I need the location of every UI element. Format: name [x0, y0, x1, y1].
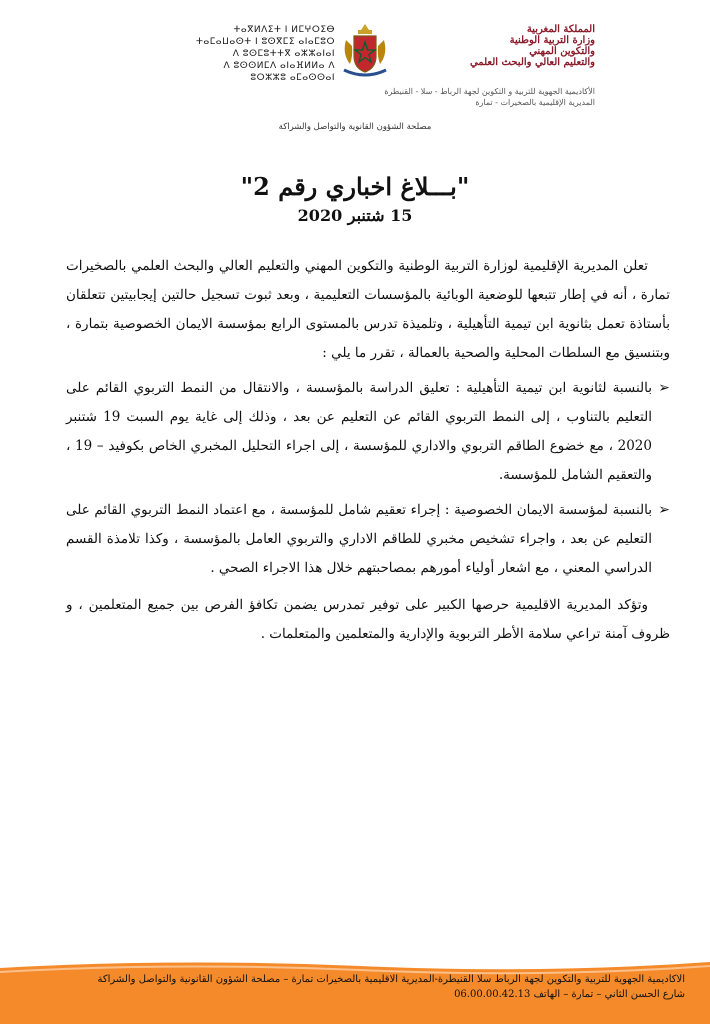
- tifinagh-line: ⵜⴰⴳⵍⴷⵉⵜ ⵏ ⵍⵎⵖⵔⵉⴱ: [233, 25, 335, 35]
- intro-paragraph: تعلن المديرية الإقليمية لوزارة التربية الوطنية والتكوين المهني والتعليم العالي والبحث العلمي بالصخيرات تمارة ، أنه في إطار تتبعها للوضعية الوبائية بالمؤسسات التعليمية ، وبعد ثبوت تسجيل حالتين إيجابيتين تتعلقان بأستاذة تعمل بثانوية ابن تيمية التأهيلية ، وتلميذة تدرس بالمستوى الرابع بمؤسسة الايمان الخصوصية بتمارة ، وبتنسيق مع السلطات المحلية والصحية بالعمالة ، تقرر ما يلي :: [66, 258, 670, 361]
- moroccan-coat-of-arms-icon: [336, 20, 394, 82]
- ministry-line: والتكوين المهني: [529, 46, 595, 57]
- tifinagh-ministry-name: [185, 24, 335, 84]
- ministry-line: المملكة المغربية: [526, 24, 595, 35]
- arrow-bullet-icon: ➢: [658, 502, 670, 518]
- academy-line: الأكاديمية الجهوية للتربية و التكوين لجهة الرباط - سلا - القنيطرة: [384, 87, 595, 96]
- bullet-text: بالنسبة لمؤسسة الايمان الخصوصية : إجراء تعقيم شامل للمؤسسة ، مع اعتماد النمط التربوي القائم على التعليم عن بعد ، واجراء تشخيص مخبري للطاقم الاداري والتربوي العامل بالمؤسسة ، وكذا تلامذة القسم الدراسي المعني ، مع اشعار أولياء أمورهم بمصاحبتهم خلال هذا الاجراء الصحي .: [66, 502, 652, 576]
- academy-block: [185, 86, 595, 108]
- footer-address-line: الاكاديمية الجهوية للتربية والتكوين لجهة الرباط سلا القنيطرة-المديرية الاقليمية بالصخيرات تمارة – مصلحة الشؤون القانونية والتواصل والشراكة: [97, 974, 685, 985]
- bullet-item: [66, 374, 670, 490]
- footer-contact-line: شارع الحسن الثاني – تمارة – الهاتف 06.00.00.42.13: [454, 989, 685, 1000]
- arabic-ministry-name: [395, 24, 595, 68]
- letterhead: [0, 18, 710, 118]
- footer-text: [20, 972, 685, 1002]
- service-line: مصلحة الشؤون القانوية والتواصل والشراكة: [278, 122, 432, 132]
- ministry-line: وزارة التربية الوطنية: [509, 35, 595, 46]
- bullet-item: [66, 496, 670, 583]
- bullet-text: بالنسبة لثانوية ابن تيمية التأهيلية : تعليق الدراسة بالمؤسسة ، والانتقال من النمط التربوي القائم على التعليم بالتناوب ، إلى النمط التربوي القائم عن التعليم عن بعد ، وذلك إلى غاية يوم السبت 19 شتنبر 2020 ، مع خضوع الطاقم التربوي والاداري للمؤسسة ، إلى اجراء التحليل المخبري الخاص بكوفيد – 19 ، والتعقيم الشامل للمؤسسة.: [66, 380, 652, 483]
- ministry-line: والتعليم العالي والبحث العلمي: [469, 57, 595, 68]
- arrow-bullet-icon: ➢: [658, 380, 670, 396]
- document-date: 15 شتنبر 2020: [297, 206, 413, 225]
- directorate-line: المديرية الإقليمية بالصخيرات - تمارة: [475, 98, 595, 107]
- footer: [0, 958, 710, 1024]
- closing-paragraph: وتؤكد المديرية الاقليمية حرصها الكبير على توفير تمدرس يضمن تكافؤ الفرص بين جميع المتعلمين ، و ظروف آمنة تراعي سلامة الأطر التربوية والإدارية والمتعلمين والمتعلمات .: [66, 597, 670, 642]
- tifinagh-line: ⴷ ⵓⵙⵎⵓⵜⵜⴳ ⴰⵣⵣⴰⵏⴰⵏ: [232, 49, 335, 59]
- tifinagh-line: ⵜⴰⵎⴰⵡⴰⵙⵜ ⵏ ⵓⵙⴳⵎⵉ ⴰⵏⴰⵎⵓⵔ: [195, 37, 335, 47]
- document-title: "بـــلاغ اخباري رقم 2": [240, 172, 470, 201]
- document-body: [66, 252, 670, 649]
- tifinagh-line: ⴷ ⵓⵙⵙⵍⵎⴷ ⴰⵏⴰⴼⵍⵍⴰ ⴷ ⵓⵔⵣⵣⵓ ⴰⵎⴰⵙⵙⴰⵏ: [223, 61, 335, 83]
